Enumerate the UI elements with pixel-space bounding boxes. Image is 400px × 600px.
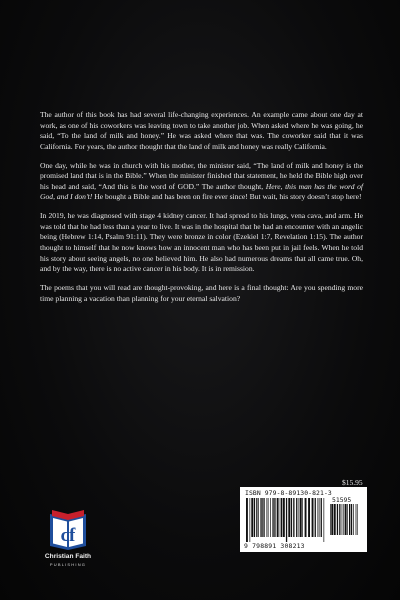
barcode-bar xyxy=(318,498,319,537)
barcode-bar xyxy=(299,498,300,537)
addon-barcode-bars xyxy=(330,504,362,540)
barcode-bar xyxy=(270,498,271,537)
barcode-bar xyxy=(254,498,255,537)
barcode-bar xyxy=(274,498,275,537)
barcode-bar xyxy=(283,498,285,537)
isbn-label: ISBN 979-8-89130-821-3 xyxy=(245,489,332,497)
barcode-bar xyxy=(258,498,259,537)
barcode-bar xyxy=(300,498,302,537)
blurb-paragraph-3: In 2019, he was diagnosed with stage 4 kidney cancer. It had spread to his lungs, vena cava, and arm. He was told that he had less than a year to live. It was in the hospital that he had an encounter with an angelic being (Hebrew 1:14, Psalm 91:11). They were bronze in color (Ezekiel 1:7, Revelation 1:15). The author thought to himself that he now knows how an innocent man who has been put in jail feels. When he told his story about seeing angels, no one believed him. He also had numerous dreams that all came true. Oh, and by the way, there is no active cancer in his body. It is in remission. xyxy=(40,211,363,274)
barcode-bar xyxy=(319,498,320,537)
blurb-paragraph-2-italic: Here, this man has the word of God, and I don’t! xyxy=(40,181,363,202)
barcode-bar xyxy=(272,498,273,537)
publisher-sub: PUBLISHING xyxy=(49,562,87,567)
barcode-bar xyxy=(288,498,290,537)
publisher-logo xyxy=(28,500,108,570)
barcode-bar xyxy=(347,504,348,535)
barcode-bar xyxy=(260,498,261,537)
blurb-paragraph-2-start: One day, while he was in church with his mother, the minister said, “The land of milk and honey is the promised land that is in the Bible.” When the minister finished that statement, he held the Bible high over his head and said, “And this is the word of GOD.” The author thought, xyxy=(40,160,363,191)
barcode-bar xyxy=(342,504,343,535)
barcode-bar xyxy=(302,498,303,537)
barcode-bar xyxy=(357,504,358,535)
barcode-bar xyxy=(312,498,314,537)
barcode-bar xyxy=(286,498,287,542)
barcode-bar xyxy=(291,498,292,537)
ean-digits: 9 798891 308213 xyxy=(244,542,305,550)
barcode-bar xyxy=(321,498,322,537)
price-label: $15.95 xyxy=(342,478,363,487)
barcode-bar xyxy=(308,498,310,537)
barcode-bar xyxy=(293,498,294,537)
barcode-bar xyxy=(324,498,325,542)
barcode-bar xyxy=(351,504,352,535)
barcode-bar xyxy=(267,498,268,537)
barcode-bar xyxy=(280,498,281,537)
barcode-bar xyxy=(251,498,253,537)
barcode-bar xyxy=(264,498,265,537)
barcode-bar xyxy=(345,504,347,535)
barcode-bar xyxy=(343,504,344,535)
barcode-bar xyxy=(330,504,331,535)
barcode-bar xyxy=(246,498,248,542)
barcode-bar xyxy=(250,498,251,542)
isbn-barcode xyxy=(240,487,367,552)
barcode-bar xyxy=(296,498,297,537)
logo-letters: cf xyxy=(60,525,76,546)
barcode-bar xyxy=(305,498,307,537)
barcode-bar xyxy=(356,504,357,535)
blurb-paragraph-2 xyxy=(40,161,363,203)
blurb-paragraph-1: The author of this book has had several life-changing experiences. An example came about one day at work, as one of his coworkers was leaving town to take another job. When asked where he was going, he said, “To the land of milk and honey.” He was asked where that was. The coworker said that it was California. For years, the author thought that the land of milk and honey was really California. xyxy=(40,110,363,151)
barcode-bar xyxy=(281,498,282,537)
barcode-bar xyxy=(315,498,316,537)
barcode-bar xyxy=(331,504,333,535)
barcode-bar xyxy=(337,504,338,535)
blurb-text xyxy=(40,110,363,313)
barcode-bar xyxy=(262,498,263,537)
blurb-paragraph-2-end: He bought a Bible and has been on fire ever since! But wait, his story doesn’t stop here! xyxy=(92,192,362,202)
ean-barcode-bars xyxy=(246,498,328,542)
barcode-bar xyxy=(334,504,336,535)
barcode-bar xyxy=(339,504,340,535)
barcode-bar xyxy=(349,504,350,535)
blurb-paragraph-4: The poems that you will read are thought-provoking, and here is a final thought: Are you spending more time planning a vacation than planning for your eternal salvation? xyxy=(40,283,363,303)
barcode-bar xyxy=(277,498,279,537)
cf-book-icon xyxy=(28,500,108,554)
publisher-name: Christian Faith xyxy=(44,553,92,560)
addon-digits: 51595 xyxy=(332,496,352,504)
barcode-bar xyxy=(268,498,269,537)
barcode-bar xyxy=(256,498,257,537)
barcode-bar xyxy=(353,504,354,535)
